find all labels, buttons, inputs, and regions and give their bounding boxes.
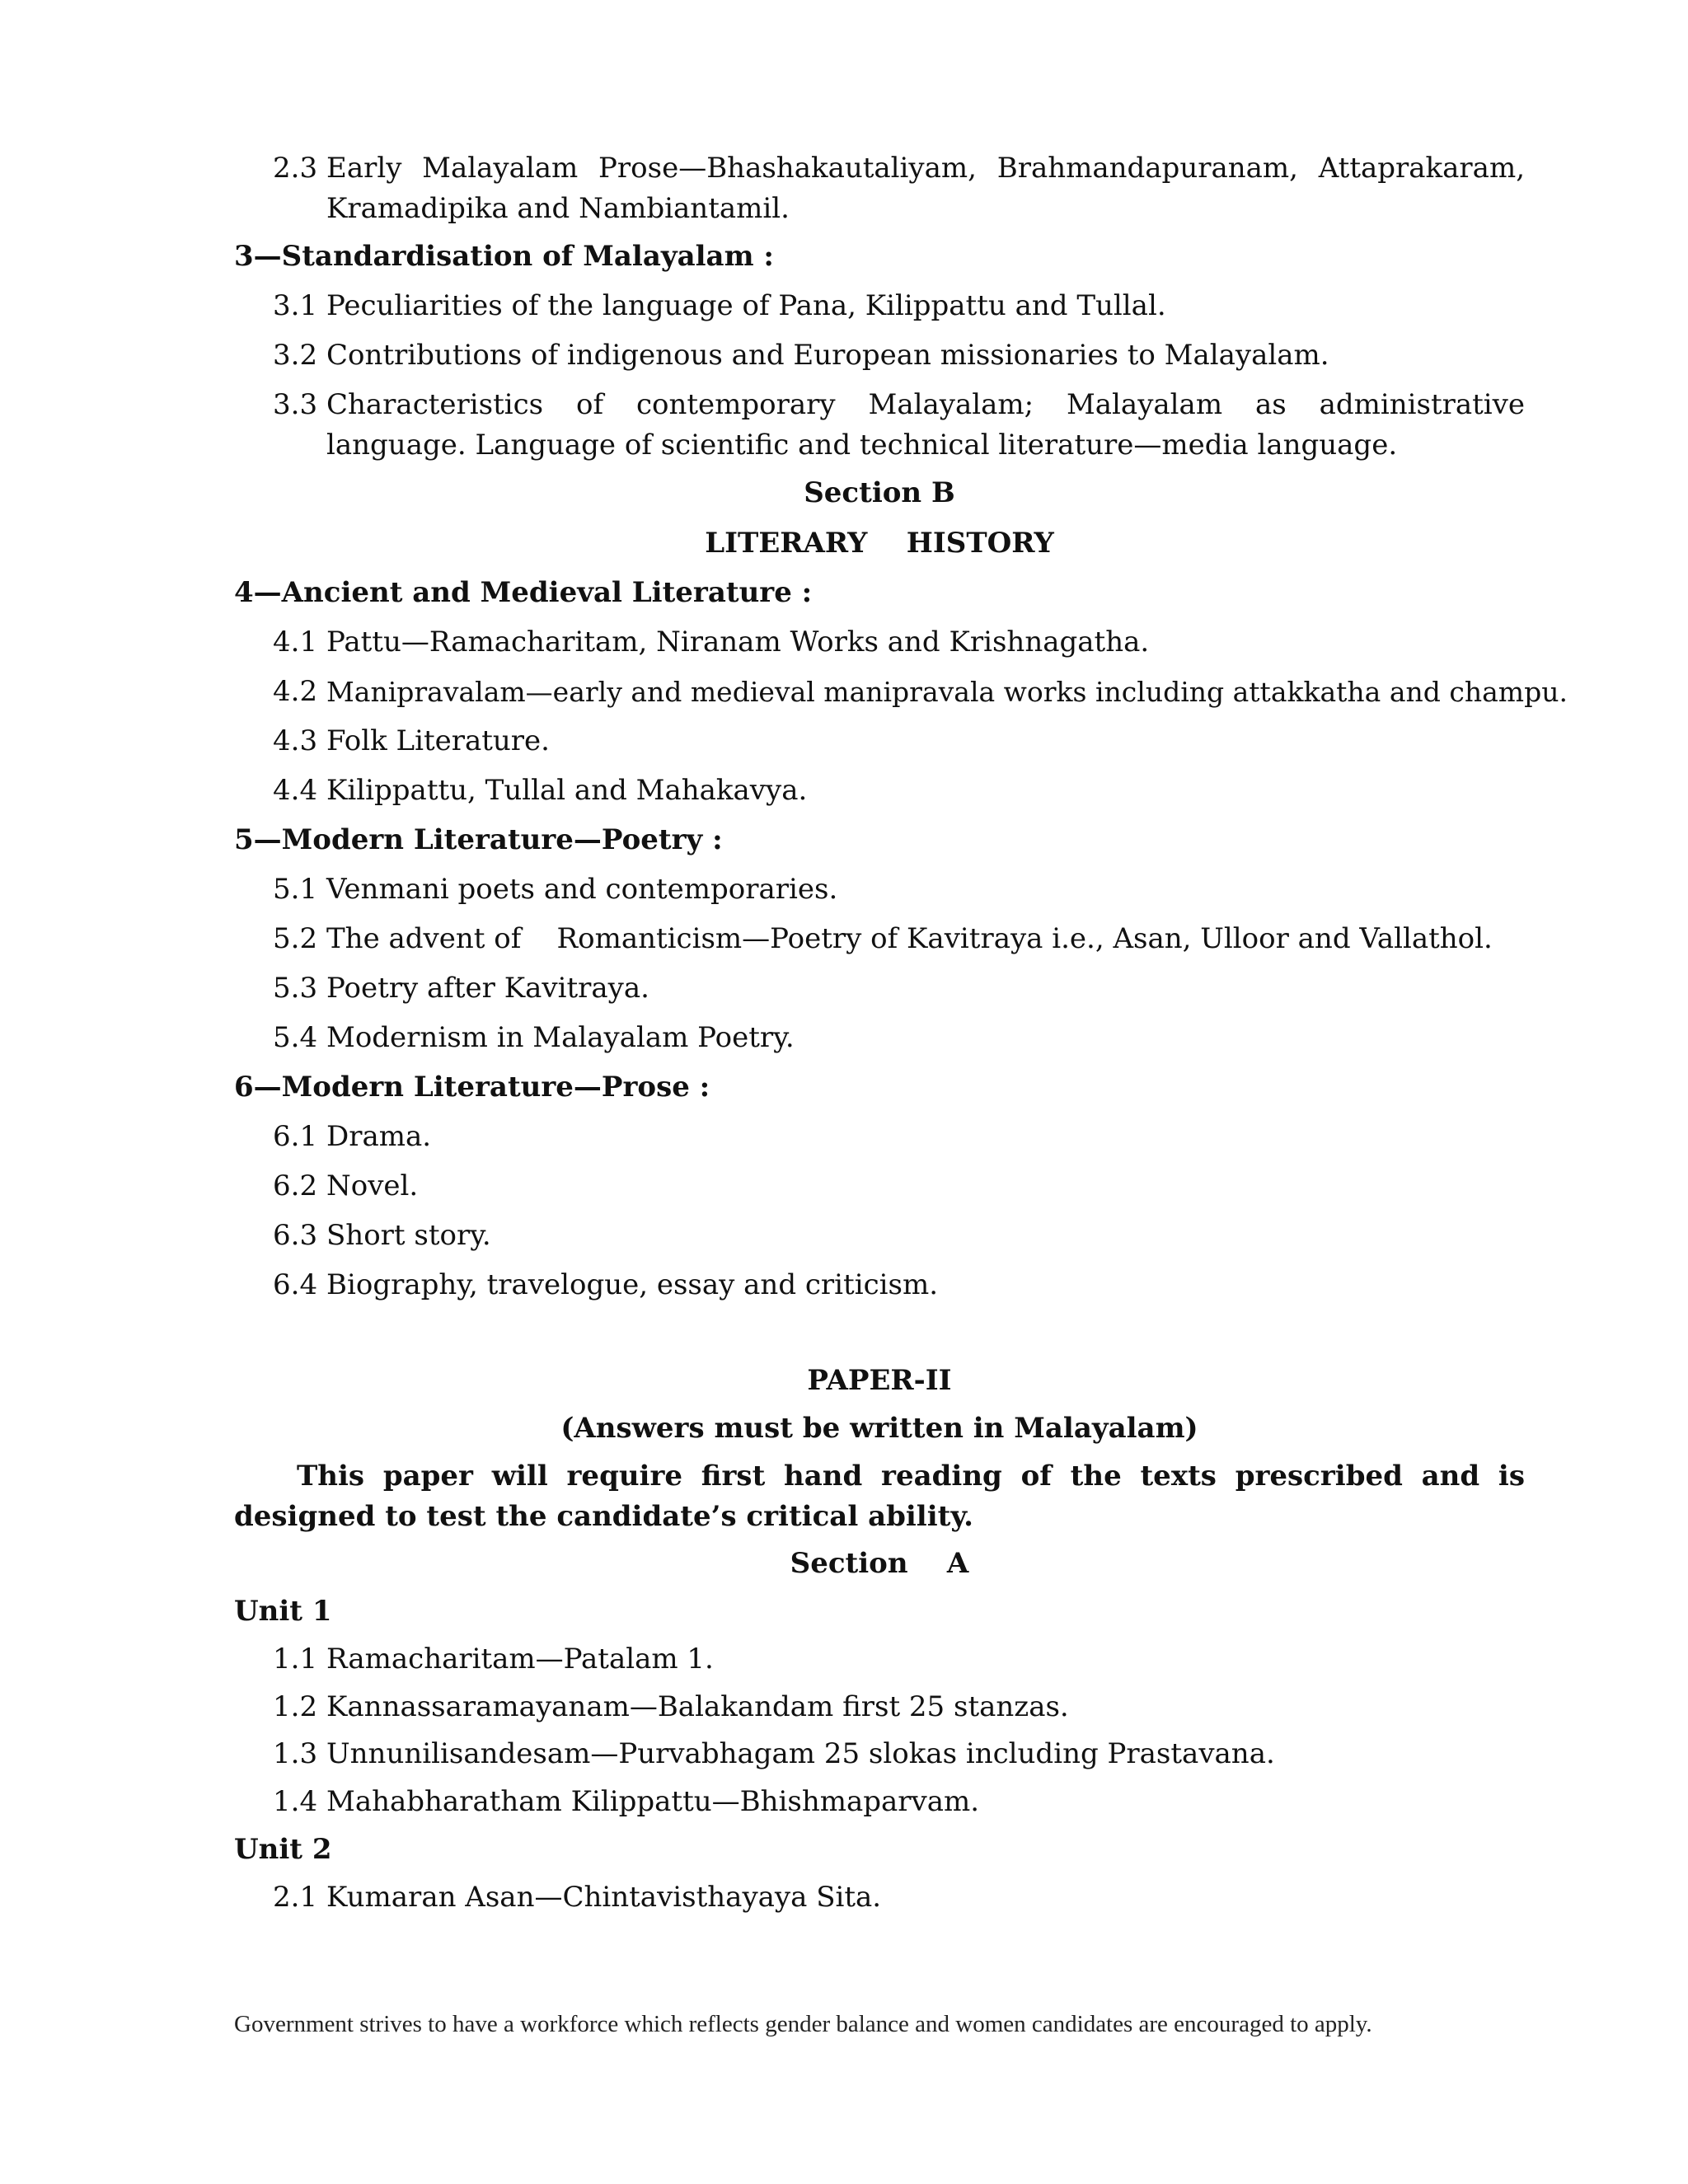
item-number: 5.3 <box>273 972 318 1005</box>
list-item <box>234 672 1568 712</box>
item-text: Peculiarities of the language of Pana, Kilippattu and Tullal. <box>326 289 1166 322</box>
item-number: 4.2 <box>273 675 318 708</box>
list-item <box>234 1782 1525 1822</box>
item-number: 2.1 <box>273 1881 318 1914</box>
unit-1-heading: Unit 1 <box>234 1595 332 1628</box>
list-item <box>234 1018 1525 1058</box>
section-heading-5: 5—Modern Literature—Poetry : <box>234 823 723 856</box>
item-number: 3.3 <box>273 388 318 421</box>
list-item <box>234 286 1525 326</box>
section-a-title: Section A <box>790 1547 969 1580</box>
item-number: 3.2 <box>273 339 318 372</box>
list-item <box>234 869 1525 910</box>
item-text: Characteristics of contemporary Malayalam; Malayalam as administrative language. Language of scientific and technical literature—media language. <box>326 388 1525 462</box>
item-text: Kannassaramayanam—Balakandam first 25 stanzas. <box>326 1690 1069 1723</box>
item-number: 5.1 <box>273 873 318 906</box>
item-number: 5.4 <box>273 1021 318 1054</box>
literary-history-title: LITERARY HISTORY <box>705 527 1054 560</box>
item-number: 3.1 <box>273 289 318 322</box>
list-item <box>234 1265 1525 1305</box>
item-text: Early Malayalam Prose—Bhashakautaliyam, Brahmandapuranam, Attaprakaram, Kramadipika and Nambiantamil. <box>326 152 1525 225</box>
list-item <box>234 622 1525 663</box>
list-item <box>234 1877 1525 1918</box>
list-item <box>234 148 1525 229</box>
item-number: 1.4 <box>273 1785 318 1818</box>
section-heading-3: 3—Standardisation of Malayalam : <box>234 240 774 273</box>
unit-2-heading: Unit 2 <box>234 1833 332 1866</box>
item-text: Kumaran Asan—Chintavisthayaya Sita. <box>326 1881 882 1914</box>
item-text: Mahabharatham Kilippattu—Bhishmaparvam. <box>326 1785 980 1818</box>
answers-note: (Answers must be written in Malayalam) <box>560 1412 1198 1445</box>
list-item <box>234 385 1525 466</box>
item-text: Pattu—Ramacharitam, Niranam Works and Krishnagatha. <box>326 626 1150 658</box>
item-text: Short story. <box>326 1219 491 1252</box>
item-number: 1.1 <box>273 1643 318 1675</box>
list-item <box>234 1639 1525 1680</box>
item-number: 5.2 <box>273 922 318 955</box>
item-text: Ramacharitam—Patalam 1. <box>326 1643 714 1675</box>
item-number: 6.1 <box>273 1120 318 1153</box>
item-text: Drama. <box>326 1120 432 1153</box>
item-number: 6.4 <box>273 1268 318 1301</box>
section-b-title: Section B <box>804 476 955 509</box>
list-item <box>234 968 1525 1009</box>
item-number: 4.1 <box>273 626 318 658</box>
section-heading-4: 4—Ancient and Medieval Literature : <box>234 576 813 609</box>
item-text: Modernism in Malayalam Poetry. <box>326 1021 795 1054</box>
item-text: Novel. <box>326 1169 419 1202</box>
section-heading-6: 6—Modern Literature—Prose : <box>234 1071 710 1104</box>
item-text: Unnunilisandesam—Purvabhagam 25 slokas including Prastavana. <box>326 1737 1275 1770</box>
list-item <box>234 335 1525 376</box>
item-number: 4.4 <box>273 774 318 807</box>
list-item <box>234 1687 1525 1727</box>
paper-2-title: PAPER-II <box>807 1364 952 1397</box>
item-text: Contributions of indigenous and European missionaries to Malayalam. <box>326 339 1329 372</box>
item-text: Folk Literature. <box>326 724 550 757</box>
item-number: 6.2 <box>273 1169 318 1202</box>
item-text: Kilippattu, Tullal and Mahakavya. <box>326 774 808 807</box>
item-text: The advent of Romanticism—Poetry of Kavitraya i.e., Asan, Ulloor and Vallathol. <box>326 922 1493 955</box>
list-item <box>234 1216 1525 1256</box>
item-number: 1.2 <box>273 1690 318 1723</box>
list-item <box>234 1734 1525 1774</box>
item-text: Venmani poets and contemporaries. <box>326 873 838 906</box>
list-item <box>234 771 1525 811</box>
footer-note: Government strives to have a workforce which reflects gender balance and women candidates are encouraged to apply. <box>234 2011 1372 2037</box>
item-number: 1.3 <box>273 1737 318 1770</box>
syllabus-page <box>234 0 1568 2184</box>
item-number: 6.3 <box>273 1219 318 1252</box>
item-text: Poetry after Kavitraya. <box>326 972 649 1005</box>
list-item <box>234 721 1525 762</box>
item-text: Manipravalam—early and medieval manipravala works including attakkatha and champu. <box>326 676 1568 708</box>
list-item <box>234 1166 1525 1207</box>
list-item <box>234 1117 1525 1157</box>
paper-2-intro: This paper will require first hand reading of the texts prescribed and is designed to test the candidate’s critical ability. <box>234 1460 1525 1533</box>
item-number: 4.3 <box>273 724 318 757</box>
list-item <box>234 919 1525 959</box>
item-number: 2.3 <box>273 152 318 185</box>
item-text: Biography, travelogue, essay and criticism. <box>326 1268 939 1301</box>
